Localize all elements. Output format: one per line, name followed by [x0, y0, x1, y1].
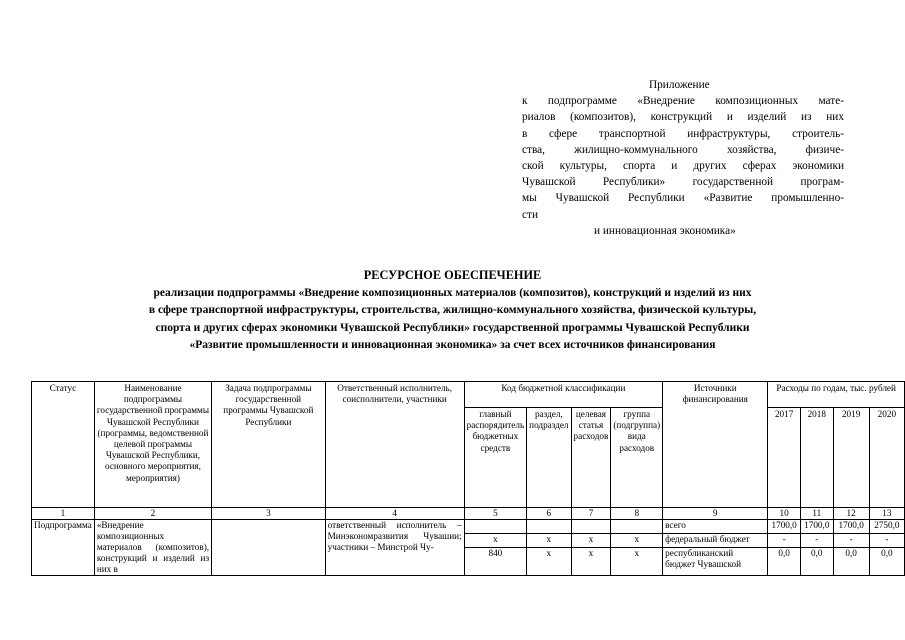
row-name: «Внедрение композиционных материалов (композитов), конструкций и изделий из них в: [94, 520, 211, 576]
appendix-block: [522, 77, 844, 239]
column-number: 8: [611, 508, 663, 520]
row-cs: x: [571, 534, 611, 548]
column-number: 7: [571, 508, 611, 520]
column-number: 11: [800, 508, 833, 520]
column-number: 10: [768, 508, 801, 520]
header-year: 2020: [869, 408, 904, 508]
row-executor: ответственный исполнитель – Минэкономразвития Чувашии; участники – Минстрой Чу-: [325, 520, 464, 576]
column-number: 2: [94, 508, 211, 520]
row-value: 2750,0: [869, 520, 904, 534]
row-task: [212, 520, 326, 576]
appendix-line: Чувашской Республики» государственной програм-: [522, 176, 844, 189]
header-bk-main: главный распорядитель бюджетных средств: [464, 408, 527, 508]
row-source: республиканский бюджет Чувашской: [663, 548, 768, 576]
appendix-title: Приложение: [649, 79, 710, 91]
row-rz: [527, 520, 571, 534]
header-status: Статус: [32, 382, 95, 508]
column-number: 12: [833, 508, 869, 520]
heading-line: в сфере транспортной инфраструктуры, строительства, жилищно-коммунального хозяйства, физической культуры,: [148, 304, 757, 317]
row-source: всего: [663, 520, 768, 534]
header-expenses: Расходы по годам, тыс. рублей: [768, 382, 905, 408]
row-value: 0,0: [800, 548, 833, 576]
heading-line: спорта и других сферах экономики Чувашской Республики» государственной программы Чувашской Республики: [155, 321, 750, 334]
appendix-line: к подпрограмме «Внедрение композиционных мате-: [522, 95, 844, 108]
row-grbs: x: [464, 534, 527, 548]
header-bk-section: раздел, подраздел: [527, 408, 571, 508]
row-vr: [611, 520, 663, 534]
row-value: -: [800, 534, 833, 548]
row-value: -: [869, 534, 904, 548]
row-value: 1700,0: [800, 520, 833, 534]
column-number: 3: [212, 508, 326, 520]
appendix-line: в сфере транспортной инфраструктуры, строитель-: [522, 127, 844, 140]
table-row: [32, 520, 905, 534]
appendix-line: мы Чувашской Республики «Развитие промышленно-: [522, 192, 844, 205]
header-task: Задача подпрограммы государственной программы Чувашской Республики: [212, 382, 326, 508]
row-value: 0,0: [869, 548, 904, 576]
appendix-line: риалов (композитов), конструкций и изделий из них: [522, 111, 844, 124]
document-title: РЕСУРСНОЕ ОБЕСПЕЧЕНИЕ: [363, 268, 542, 282]
row-value: -: [833, 534, 869, 548]
column-number: 9: [663, 508, 768, 520]
header-year: 2019: [833, 408, 869, 508]
row-value: 0,0: [768, 548, 801, 576]
row-vr: x: [611, 534, 663, 548]
appendix-line: и инновационная экономика»: [594, 224, 736, 237]
column-number: 13: [869, 508, 904, 520]
header-executor: Ответственный исполнитель, соисполнители, участники: [325, 382, 464, 508]
row-cs: x: [571, 548, 611, 576]
header-year: 2017: [768, 408, 801, 508]
heading-line: реализации подпрограммы «Внедрение композиционных материалов (композитов), конструкций и изделий из них: [153, 286, 752, 299]
row-status: Подпрограмма: [32, 520, 95, 576]
heading-line: «Развитие промышленности и инновационная экономика» за счет всех источников финансирования: [189, 339, 716, 352]
row-cs: [571, 520, 611, 534]
header-sources: Источники финансирования: [663, 382, 768, 508]
header-bk-code: Код бюджетной классификации: [464, 382, 663, 408]
column-number: 6: [527, 508, 571, 520]
row-rz: x: [527, 548, 571, 576]
resource-table: [31, 381, 905, 576]
column-number: 1: [32, 508, 95, 520]
row-vr: x: [611, 548, 663, 576]
row-value: 1700,0: [833, 520, 869, 534]
header-bk-target: целевая статья расходов: [571, 408, 611, 508]
column-number: 5: [464, 508, 527, 520]
appendix-line: ства, жилищно-коммунального хозяйства, физиче-: [522, 143, 844, 156]
row-value: 1700,0: [768, 520, 801, 534]
row-source: федеральный бюджет: [663, 534, 768, 548]
row-grbs: 840: [464, 548, 527, 576]
header-year: 2018: [800, 408, 833, 508]
header-name: Наименование подпрограммы государственной программы Чувашской Республики (программы, ведомственной целевой программы Чувашской Республики, основного мероприятия, мероприятия): [94, 382, 211, 508]
row-grbs: [464, 520, 527, 534]
appendix-line: сти: [522, 208, 538, 221]
column-number: 4: [325, 508, 464, 520]
row-value: -: [768, 534, 801, 548]
appendix-line: ской культуры, спорта и других сферах экономики: [522, 160, 844, 173]
row-value: 0,0: [833, 548, 869, 576]
header-bk-group: группа (подгруппа) вида расходов: [611, 408, 663, 508]
column-numbers-row: [32, 508, 905, 520]
row-rz: x: [527, 534, 571, 548]
document-heading: [60, 267, 845, 355]
